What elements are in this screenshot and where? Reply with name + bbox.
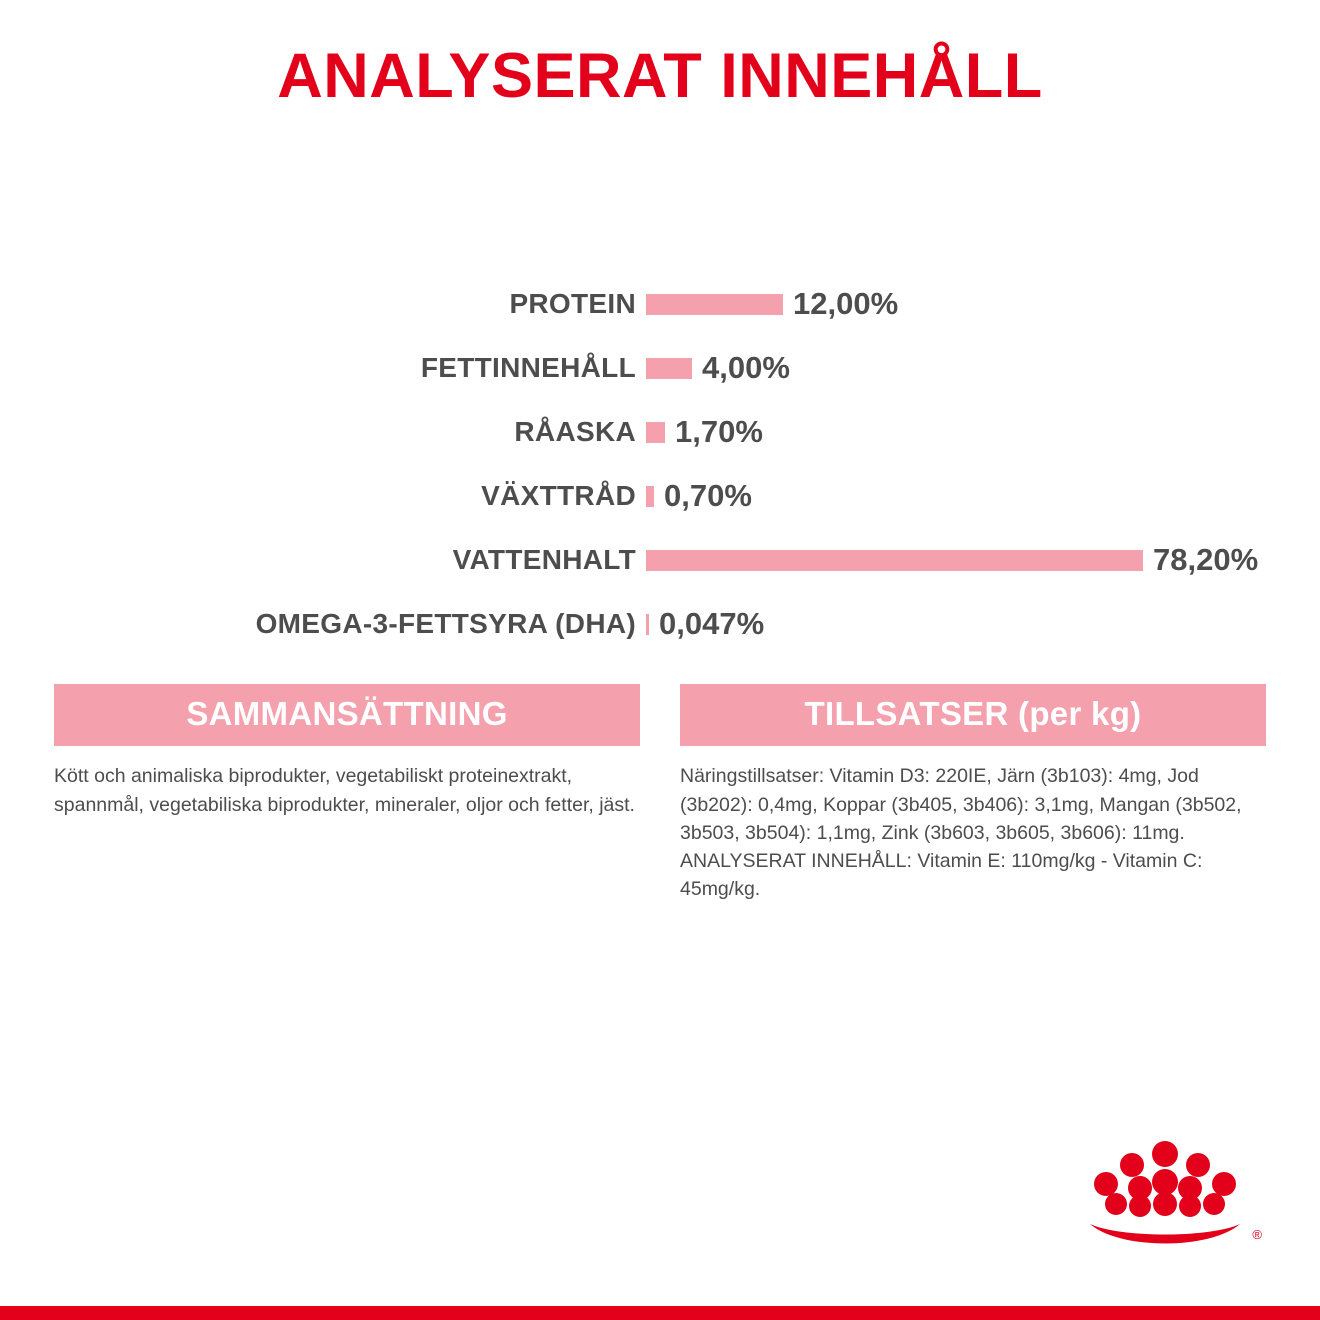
chart-row-bar-wrap [646, 336, 1320, 400]
composition-panel [54, 684, 640, 904]
additives-heading: TILLSATSER (per kg) [680, 684, 1266, 746]
chart-bar-value: 78,20% [1153, 542, 1259, 577]
royal-canin-logo [1080, 1138, 1262, 1248]
chart-bar-value: 0,047% [659, 606, 765, 641]
chart-bar [646, 294, 783, 315]
chart-row-label: OMEGA-3-FETTSYRA (DHA) [255, 608, 636, 639]
chart-bar-value: 1,70% [675, 414, 763, 449]
chart-row-bar-wrap [646, 400, 1320, 464]
chart-bar [646, 422, 665, 443]
page-title: ANALYSERAT INNEHÅLL [277, 41, 1043, 111]
info-panels [54, 684, 1266, 904]
crown-icon [1080, 1138, 1250, 1248]
footer-accent-bar [0, 1306, 1320, 1320]
chart-row-bar-wrap [646, 464, 1320, 528]
chart-row-bar-wrap [646, 272, 1320, 336]
chart-row-label: VÄXTTRÅD [481, 480, 636, 511]
chart-row-bar-wrap [646, 592, 1320, 656]
chart-row [0, 272, 1320, 336]
chart-row [0, 336, 1320, 400]
chart-bar [646, 486, 654, 507]
chart-row [0, 528, 1320, 592]
additives-text: Näringstillsatser: Vitamin D3: 220IE, Järn (3b103): 4mg, Jod (3b202): 0,4mg, Koppar (3b405, 3b406): 3,1mg, Mangan (3b502, 3b503, 3b504): 1,1mg, Zink (3b603, 3b605, 3b606): 11mg. ANALYSERAT INNEHÅLL: Vitamin E: 110mg/kg - Vitamin C: 45mg/kg. [680, 765, 1242, 901]
chart-row-label: VATTENHALT [452, 544, 636, 575]
registered-mark: ® [1252, 1227, 1262, 1242]
chart-row-bar-wrap [646, 528, 1320, 592]
analysed-constituents-chart [0, 272, 1320, 656]
chart-bar [646, 358, 692, 379]
chart-row-label: RÅASKA [514, 416, 636, 447]
chart-row [0, 464, 1320, 528]
chart-bar [646, 550, 1143, 571]
chart-row [0, 592, 1320, 656]
chart-row [0, 400, 1320, 464]
chart-bar-value: 12,00% [793, 286, 899, 321]
chart-bar [646, 614, 649, 635]
chart-bar-value: 4,00% [702, 350, 790, 385]
composition-text: Kött och animaliska biprodukter, vegetabiliskt proteinextrakt, spannmål, vegetabiliska biprodukter, mineraler, oljor och fetter, jäst. [54, 765, 635, 816]
chart-row-label: PROTEIN [509, 288, 636, 319]
additives-panel [680, 684, 1266, 904]
chart-row-label: FETTINNEHÅLL [420, 352, 636, 383]
chart-bar-value: 0,70% [664, 478, 752, 513]
composition-heading: SAMMANSÄTTNING [54, 684, 640, 746]
